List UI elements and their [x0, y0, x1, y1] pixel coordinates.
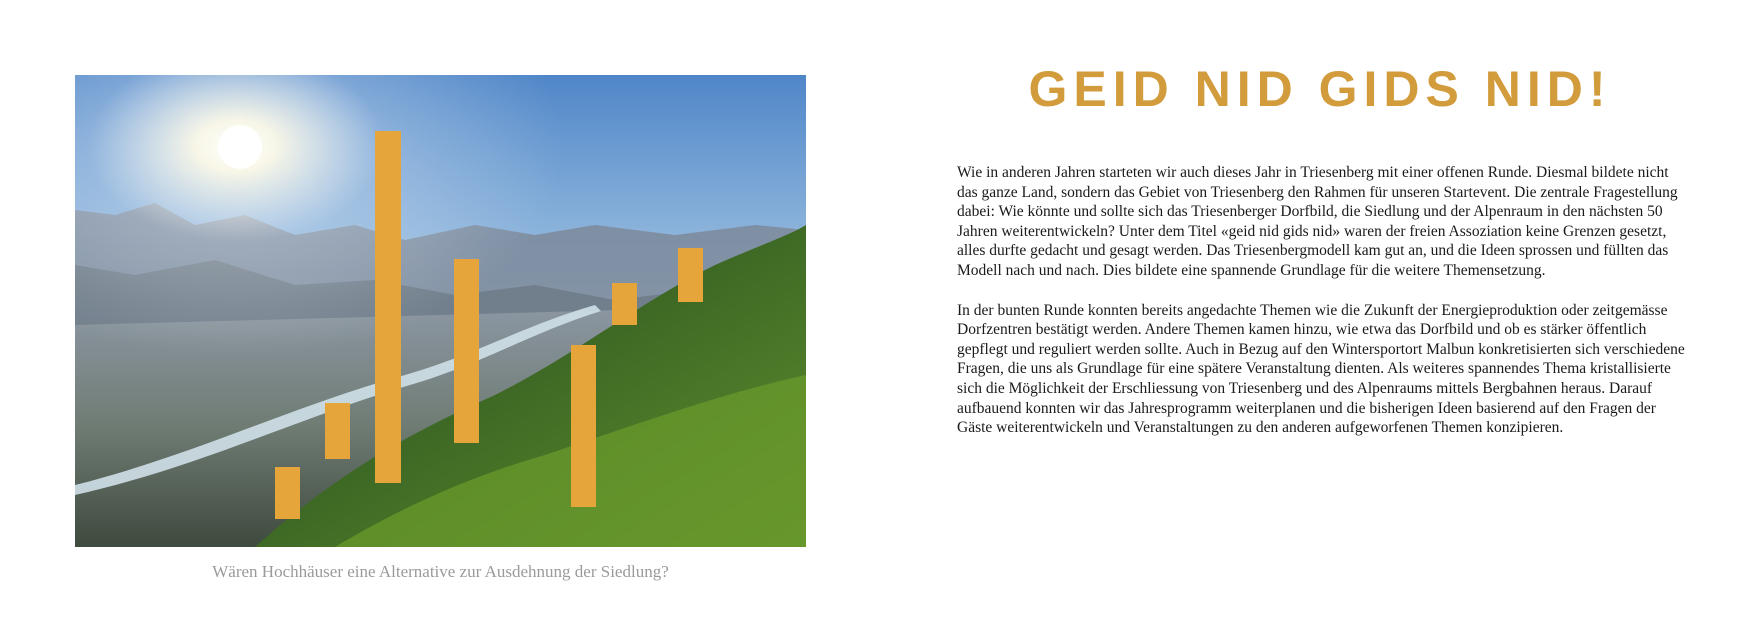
paragraph: Wie in anderen Jahren starteten wir auch dieses Jahr in Triesenberg mit einer offenen Runde. Diesmal bildete nicht das ganze Land, sondern das Gebiet von Triesenberg den Rahmen für unseren Startevent. Die zentrale Fragestellung dabei: Wie könnte und sollte sich das Triesenberger Dorfbild, die Siedlung und der Alpenraum in den nächsten 50 Jahren weiterentwickeln? Unter dem Titel «geid nid gids nid» waren der freien Assoziation keine Grenzen gesetzt, alles durfte gedacht und gesagt werden. Das Triesenbergmodell kam gut an, und die Ideen sprossen und füllten das Modell nach und nach. Dies bildete eine spannende Grundlage für die weitere Themensetzung.: [957, 164, 1678, 279]
tower-overlay: [275, 467, 300, 519]
tower-overlay: [375, 131, 401, 483]
paragraph: In der bunten Runde konnten bereits angedachte Themen wie die Zukunft der Energieproduktion oder zeitgemässe Dorfzentren bestätigt werden. Andere Themen kamen hinzu, wie etwa das Dorfbild und ob es stärker öffentlich gepflegt und reguliert werden sollte. Auch in Bezug auf den Wintersportort Malbun konkretisierten sich verschiedene Fragen, die uns als Grundlage für eine spätere Veranstaltung dienten. Als weiteres spannendes Thema kristallisierte sich die Möglichkeit der Erschliessung von Triesenberg und des Alpenraums mittels Bergbahnen heraus. Darauf aufbauend konnten wir das Jahresprogramm weiterplanen und die bisherigen Ideen basierend auf den Fragen der Gäste weiterentwickeln und Veranstaltungen zu den anderen aufgeworfenen Themen konzipieren.: [957, 301, 1685, 437]
photo-caption: Wären Hochhäuser eine Alternative zur Ausdehnung der Siedlung?: [212, 562, 669, 581]
article-body: [957, 163, 1692, 458]
tower-overlay: [678, 248, 703, 302]
tower-overlay: [571, 345, 596, 507]
tower-overlay: [454, 259, 479, 443]
tower-overlay: [325, 403, 350, 459]
tower-overlay: [612, 283, 637, 325]
page-title: GEID NID GIDS NID!: [1028, 61, 1612, 117]
hero-photo: [75, 75, 806, 547]
mountain-landscape-image: [75, 75, 806, 547]
